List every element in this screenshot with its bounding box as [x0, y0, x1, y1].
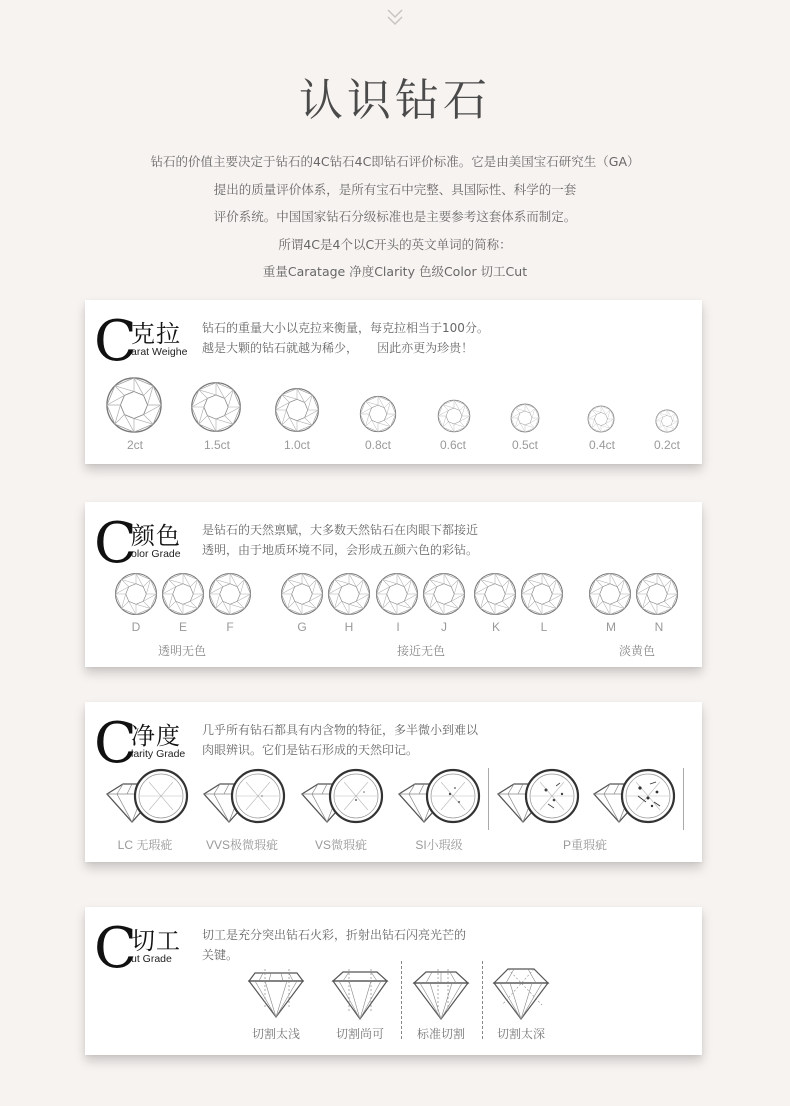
- diamond-top-icon: [422, 572, 466, 616]
- diamond-profile-icon: [490, 965, 552, 1021]
- cut-grade-label: 切割太浅: [251, 1027, 301, 1041]
- carat-size-label: 1.5ct: [203, 438, 231, 452]
- color-grade-label: M: [606, 620, 616, 634]
- cut-title: 切工: [131, 927, 181, 955]
- diamond-top-icon: [473, 572, 517, 616]
- color-card: [85, 502, 702, 667]
- diamond-loupe-icon: [298, 764, 388, 832]
- cut-description: 切工是充分突出钻石火彩，折射出钻石闪亮光芒的 关键。: [202, 928, 467, 962]
- cut-subtitle: ut Grade: [131, 953, 172, 965]
- diamond-loupe-icon: [395, 764, 485, 832]
- diamond-loupe-icon: [494, 764, 584, 832]
- color-grade-label: J: [441, 620, 447, 634]
- diamond-top-icon: [327, 572, 371, 616]
- diamond-profile-icon: [245, 969, 307, 1021]
- double-chevron-down-icon: [383, 6, 407, 30]
- diamond-profile-icon: [329, 969, 391, 1021]
- diamond-top-icon: [510, 403, 540, 433]
- diamond-top-icon: [161, 572, 205, 616]
- color-group-label: 淡黄色: [618, 644, 656, 658]
- carat-title: 克拉: [131, 320, 181, 348]
- color-grade-label: L: [540, 620, 548, 634]
- color-grade-label: E: [178, 620, 188, 634]
- diamond-top-icon: [280, 572, 324, 616]
- diamond-top-icon: [190, 381, 242, 433]
- clarity-grade-label: VVS极微瑕疵: [205, 838, 279, 852]
- page-title: 认识钻石: [299, 75, 491, 126]
- diamond-top-icon: [587, 405, 615, 433]
- carat-card: [85, 300, 702, 464]
- diamond-loupe-icon: [103, 764, 193, 832]
- color-subtitle: olor Grade: [131, 548, 181, 560]
- cut-grade-label: 切割太深: [496, 1027, 546, 1041]
- diamond-top-icon: [655, 409, 679, 433]
- color-group-label: 接近无色: [396, 644, 446, 658]
- color-grade-label: F: [226, 620, 234, 634]
- cut-grade-label: 标准切割: [416, 1027, 466, 1041]
- carat-size-label: 0.4ct: [588, 438, 616, 452]
- color-description: 是钻石的天然禀赋，大多数天然钻石在肉眼下都接近 透明，由于地质环境不同，会形成五颜六色的彩钻。: [202, 523, 479, 557]
- diamond-top-icon: [520, 572, 564, 616]
- color-grade-label: I: [396, 620, 400, 634]
- clarity-grade-label: P重瑕疵: [562, 838, 608, 852]
- color-grade-label: G: [297, 620, 307, 634]
- diamond-profile-icon: [410, 969, 472, 1021]
- carat-size-label: 0.5ct: [511, 438, 539, 452]
- cut-card: [85, 907, 702, 1055]
- divider: [683, 768, 684, 830]
- divider: [488, 768, 489, 830]
- intro-text: [0, 148, 790, 286]
- carat-letter: C: [94, 309, 137, 374]
- cut-letter: C: [94, 916, 137, 981]
- diamond-top-icon: [635, 572, 679, 616]
- color-grade-label: H: [344, 620, 354, 634]
- color-group-label: 透明无色: [157, 644, 207, 658]
- color-title: 颜色: [131, 522, 181, 550]
- carat-size-label: 0.2ct: [653, 438, 681, 452]
- color-grade-label: N: [654, 620, 664, 634]
- diamond-top-icon: [114, 572, 158, 616]
- diamond-top-icon: [359, 395, 397, 433]
- intro-line: 所谓4C是4个以C开头的英文单词的简称：: [278, 236, 512, 252]
- diamond-top-icon: [588, 572, 632, 616]
- color-grade-label: K: [491, 620, 501, 634]
- clarity-grade-label: LC 无瑕疵: [117, 838, 173, 852]
- diamond-loupe-icon: [590, 764, 680, 832]
- diamond-top-icon: [208, 572, 252, 616]
- divider: [401, 961, 402, 1039]
- clarity-grade-label: VS微瑕疵: [314, 838, 368, 852]
- color-grade-label: D: [131, 620, 141, 634]
- color-letter: C: [94, 511, 137, 576]
- divider: [482, 961, 483, 1039]
- clarity-subtitle: larity Grade: [131, 748, 186, 760]
- carat-size-label: 0.8ct: [364, 438, 392, 452]
- clarity-title: 净度: [131, 722, 181, 750]
- carat-subtitle: arat Weighe: [131, 346, 188, 358]
- carat-description: 钻石的重量大小以克拉来衡量，每克拉相当于100分。 越是大颗的钻石就越为稀少， 因此亦更为珍贵！: [202, 321, 489, 355]
- clarity-grade-label: SI小瑕级: [415, 838, 463, 852]
- intro-line: 评价系统。中国国家钻石分级标准也是主要参考这套体系而制定。: [213, 209, 577, 224]
- diamond-loupe-icon: [200, 764, 290, 832]
- diamond-top-icon: [274, 387, 320, 433]
- carat-size-label: 1.0ct: [283, 438, 311, 452]
- clarity-description: 几乎所有钻石都具有内含物的特征，多半微小到难以 肉眼辨识。它们是钻石形成的天然印记。: [202, 723, 479, 757]
- clarity-letter: C: [94, 711, 137, 776]
- diamond-top-icon: [375, 572, 419, 616]
- cut-grade-label: 切割尚可: [335, 1027, 385, 1041]
- carat-size-label: 0.6ct: [439, 438, 467, 452]
- carat-size-label: 2ct: [126, 438, 144, 452]
- diamond-top-icon: [437, 399, 471, 433]
- intro-line: 提出的质量评价体系，是所有宝石中完整、具国际性、科学的一套: [213, 181, 577, 197]
- clarity-card: [85, 702, 702, 862]
- diamond-top-icon: [105, 376, 163, 434]
- intro-line: 重量Caratage 净度Clarity 色级Color 切工Cut: [262, 264, 528, 279]
- intro-line: 钻石的价值主要决定于钻石的4C钻石4C即钻石评价标准。它是由美国宝石研究生（GA）: [150, 154, 640, 169]
